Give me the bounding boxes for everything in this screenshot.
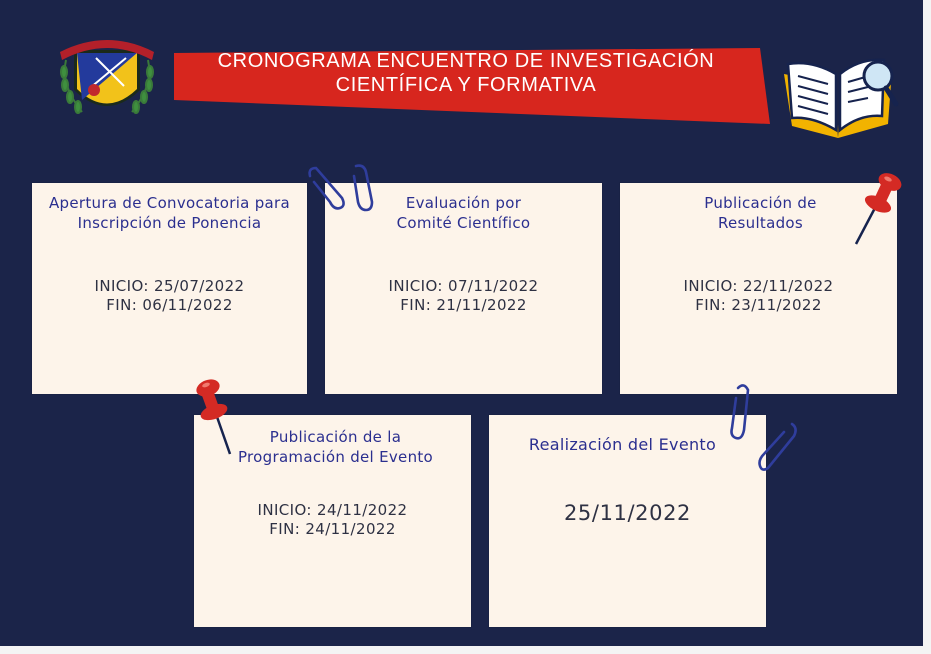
start-date: INICIO: 24/11/2022: [257, 501, 408, 519]
push-pin-icon: [852, 166, 908, 248]
schedule-card-convocatoria: [32, 183, 307, 394]
page-edge-right: [923, 0, 931, 654]
start-date: INICIO: 25/07/2022: [94, 277, 245, 295]
title-line-2: CIENTÍFICA Y FORMATIVA: [335, 74, 597, 96]
end-date: FIN: 06/11/2022: [106, 296, 233, 314]
crest-logo-icon: [52, 30, 162, 122]
schedule-card-evaluacion: [325, 183, 602, 394]
page-title: [176, 49, 756, 97]
page-edge-bottom: [0, 646, 931, 654]
card-title-line: Publicación de la: [269, 428, 402, 446]
end-date: FIN: 21/11/2022: [400, 296, 527, 314]
card-dates: [32, 277, 307, 315]
card-title-line: Publicación de: [704, 194, 817, 212]
paperclip-icon: [306, 162, 378, 214]
card-title: Realización del Evento: [528, 435, 717, 454]
card-dates: [194, 501, 471, 539]
end-date: FIN: 23/11/2022: [695, 296, 822, 314]
card-title-line: Comité Científico: [396, 214, 531, 232]
card-dates: [325, 277, 602, 315]
end-date: FIN: 24/11/2022: [269, 520, 396, 538]
event-date: 25/11/2022: [563, 501, 692, 525]
card-title-line: Inscripción de Ponencia: [77, 214, 262, 232]
card-title-line: Apertura de Convocatoria para: [49, 194, 290, 212]
title-line-1: CRONOGRAMA ENCUENTRO DE INVESTIGACIÓN: [217, 50, 715, 72]
push-pin-icon: [190, 374, 240, 456]
card-title-line: Programación del Evento: [237, 448, 434, 466]
start-date: INICIO: 07/11/2022: [388, 277, 539, 295]
card-dates: [620, 277, 897, 315]
open-book-magnifier-icon: [778, 46, 900, 142]
card-title-line: Evaluación por: [405, 194, 522, 212]
card-title: [32, 193, 307, 233]
start-date: INICIO: 22/11/2022: [683, 277, 834, 295]
paperclip-icon: [724, 380, 804, 475]
card-title-line: Resultados: [717, 214, 804, 232]
card-title: [200, 427, 471, 467]
